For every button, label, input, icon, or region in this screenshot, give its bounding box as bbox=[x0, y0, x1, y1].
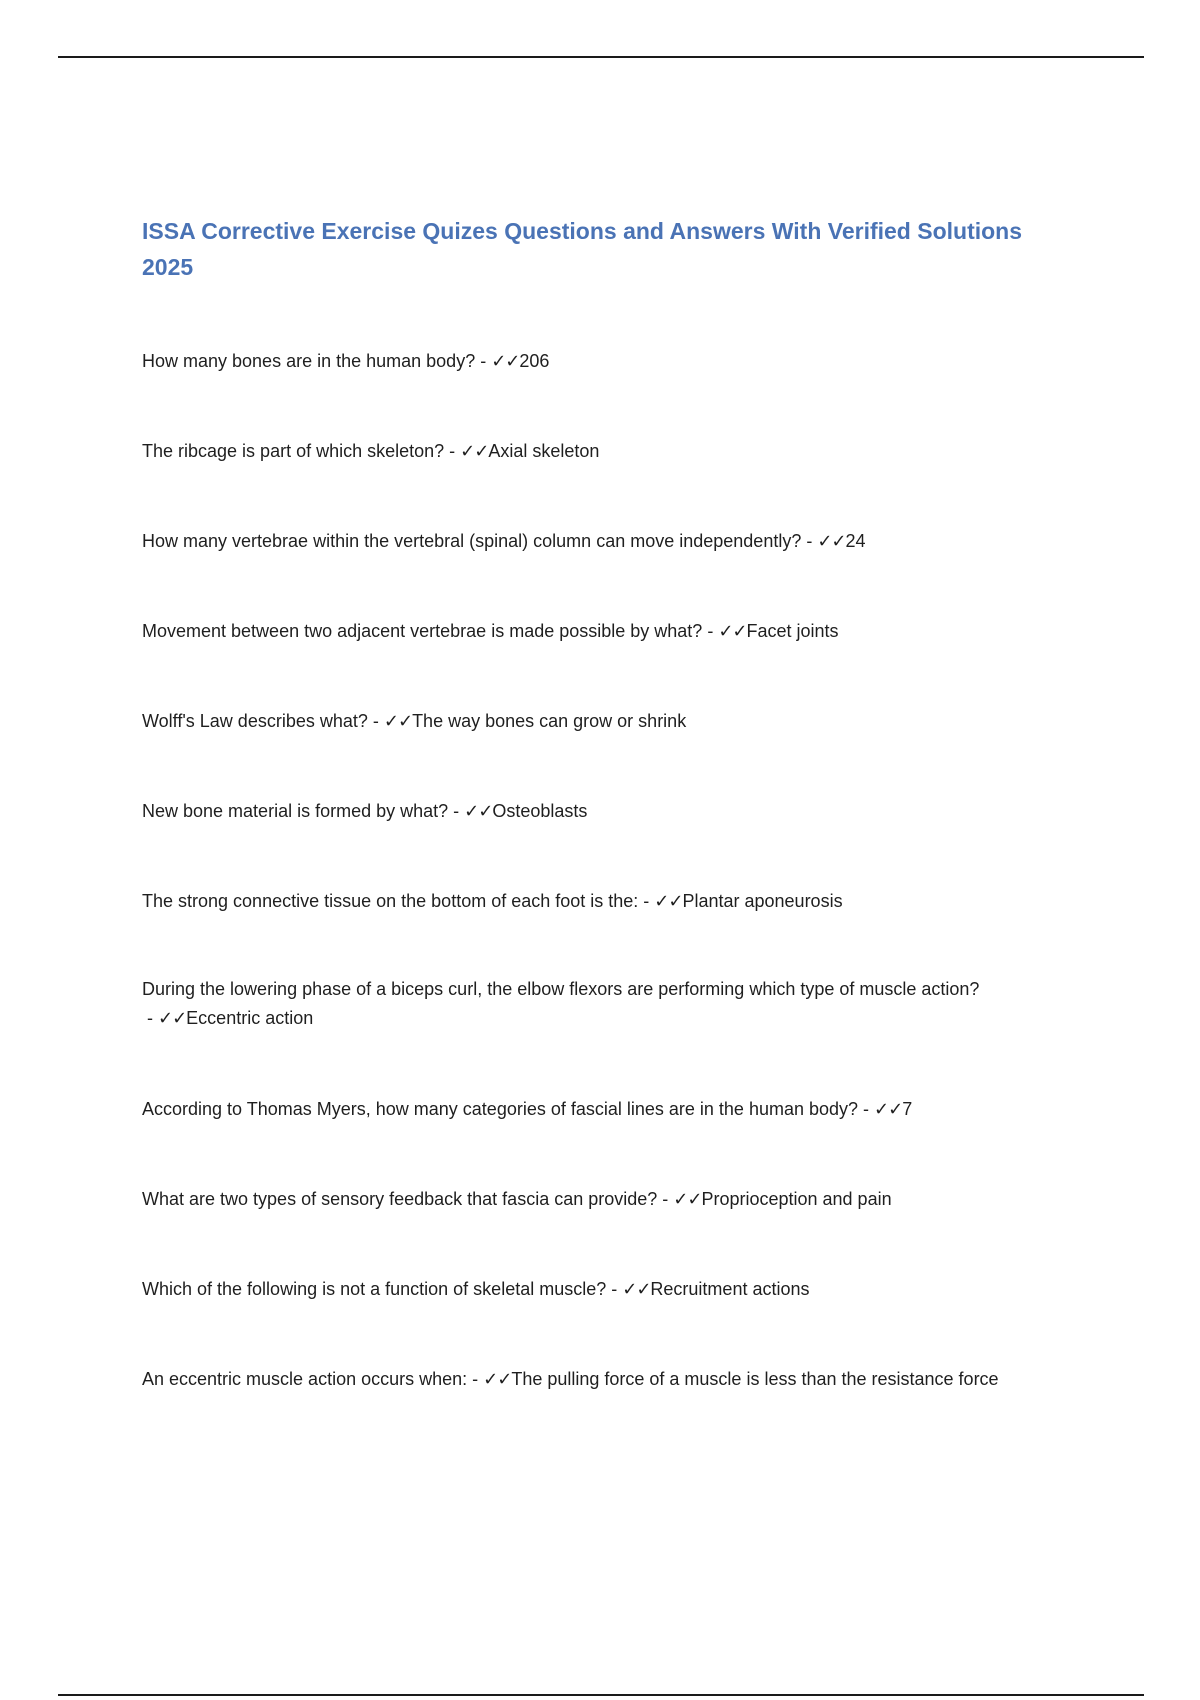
check-icon: ✓✓ bbox=[483, 1369, 512, 1389]
answer-text: Osteoblasts bbox=[492, 801, 588, 821]
answer-text: The pulling force of a muscle is less than the resistance force bbox=[511, 1369, 999, 1389]
question-text: Movement between two adjacent vertebrae is made possible by what? bbox=[142, 621, 703, 641]
check-icon: ✓✓ bbox=[383, 711, 413, 731]
check-icon: ✓✓ bbox=[460, 441, 489, 461]
question-text: The strong connective tissue on the bottom of each foot is the: bbox=[142, 891, 639, 911]
separator: - bbox=[467, 1369, 484, 1389]
question-text: Which of the following is not a function of skeletal muscle? bbox=[142, 1279, 607, 1299]
document-title: ISSA Corrective Exercise Quizes Questions and Answers With Verified Solutions 2025 bbox=[142, 218, 1023, 280]
qa-item-2 bbox=[142, 437, 1042, 466]
qa-item-12 bbox=[142, 1365, 1042, 1394]
check-icon: ✓✓ bbox=[491, 351, 520, 371]
separator: - bbox=[858, 1099, 875, 1119]
qa-item-9 bbox=[142, 1095, 1042, 1124]
answer-text: Eccentric action bbox=[186, 1008, 314, 1028]
answer-text: The way bones can grow or shrink bbox=[412, 711, 687, 731]
question-text: The ribcage is part of which skeleton? bbox=[142, 441, 445, 461]
separator: - bbox=[657, 1189, 674, 1209]
separator: - bbox=[638, 891, 655, 911]
answer-text: Axial skeleton bbox=[488, 441, 600, 461]
question-text: An eccentric muscle action occurs when: bbox=[142, 1369, 468, 1389]
check-icon: ✓✓ bbox=[817, 531, 846, 551]
separator: - bbox=[702, 621, 719, 641]
question-text: Wolff's Law describes what? bbox=[142, 711, 368, 731]
qa-item-3 bbox=[142, 527, 1042, 556]
top-rule bbox=[58, 56, 1144, 58]
separator: - bbox=[142, 1008, 158, 1028]
answer-text: Recruitment actions bbox=[650, 1279, 810, 1299]
qa-item-6 bbox=[142, 797, 1042, 826]
qa-item-7 bbox=[142, 887, 1042, 916]
answer-text: 24 bbox=[845, 531, 866, 551]
question-text: During the lowering phase of a biceps curl, the elbow flexors are performing which type of muscle action? bbox=[142, 979, 980, 999]
answer-text: Plantar aponeurosis bbox=[682, 891, 843, 911]
qa-item-10 bbox=[142, 1185, 1042, 1214]
question-text: New bone material is formed by what? bbox=[142, 801, 449, 821]
answer-text: 206 bbox=[519, 351, 550, 371]
separator: - bbox=[801, 531, 818, 551]
question-text: How many vertebrae within the vertebral (spinal) column can move independently? bbox=[142, 531, 802, 551]
check-icon: ✓✓ bbox=[874, 1099, 903, 1119]
check-icon: ✓✓ bbox=[673, 1189, 702, 1209]
question-text: How many bones are in the human body? bbox=[142, 351, 476, 371]
check-icon: ✓✓ bbox=[718, 621, 747, 641]
qa-item-8 bbox=[142, 975, 1042, 1033]
qa-item-11 bbox=[142, 1275, 1042, 1304]
separator: - bbox=[606, 1279, 623, 1299]
qa-item-4 bbox=[142, 617, 1042, 646]
question-text: What are two types of sensory feedback that fascia can provide? bbox=[142, 1189, 658, 1209]
check-icon: ✓✓ bbox=[622, 1279, 651, 1299]
check-icon: ✓✓ bbox=[158, 1008, 187, 1028]
qa-item-5 bbox=[142, 707, 1042, 736]
separator: - bbox=[475, 351, 492, 371]
qa-item-1 bbox=[142, 347, 1042, 376]
separator: - bbox=[448, 801, 465, 821]
check-icon: ✓✓ bbox=[464, 801, 493, 821]
question-text: According to Thomas Myers, how many categories of fascial lines are in the human body? bbox=[142, 1099, 859, 1119]
answer-text: Facet joints bbox=[746, 621, 839, 641]
separator: - bbox=[444, 441, 461, 461]
bottom-rule bbox=[58, 1694, 1144, 1696]
answer-text: 7 bbox=[902, 1099, 913, 1119]
separator: - bbox=[367, 711, 384, 731]
answer-text: Proprioception and pain bbox=[701, 1189, 892, 1209]
check-icon: ✓✓ bbox=[654, 891, 683, 911]
